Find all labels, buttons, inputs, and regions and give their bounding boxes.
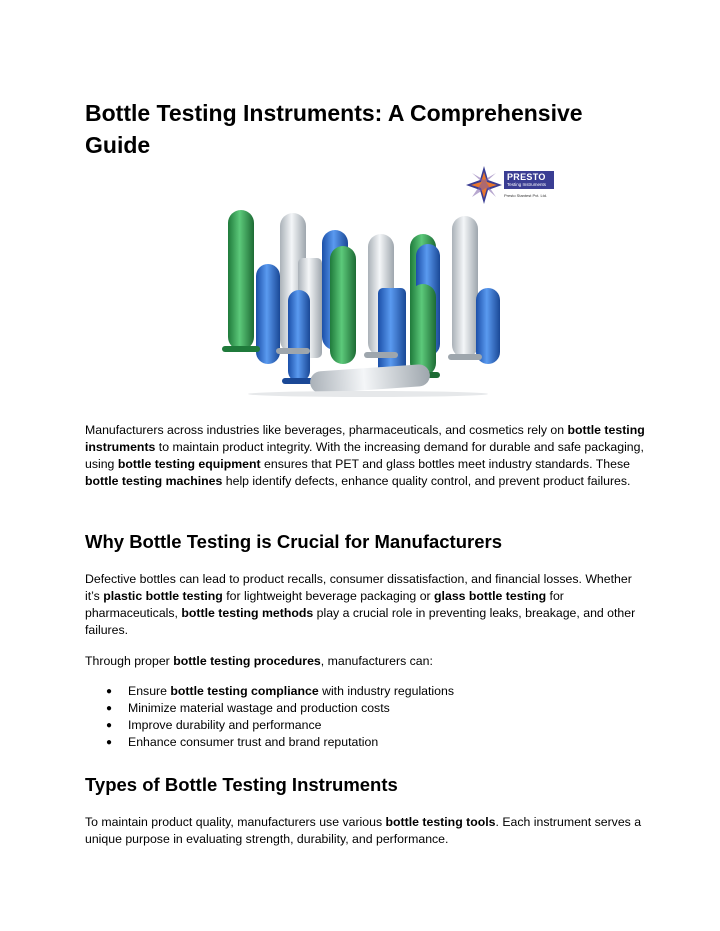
page-title: Bottle Testing Instruments: A Comprehensive Guide bbox=[85, 100, 583, 158]
bold-keyword: bottle testing tools bbox=[385, 815, 496, 829]
text-run: ensures that PET and glass bottles meet industry standards. These bbox=[260, 457, 630, 471]
text-run: for pharmaceuticals, bbox=[85, 589, 564, 620]
procedures-paragraph bbox=[85, 653, 645, 670]
bold-keyword: bottle testing methods bbox=[181, 606, 314, 620]
text-run: Improve durability and performance bbox=[128, 718, 322, 732]
section-heading-why: Why Bottle Testing is Crucial for Manufacturers bbox=[85, 531, 502, 552]
logo-tagline: Testing Instruments bbox=[507, 182, 547, 187]
text-run: play a crucial role in preventing leaks, breakage, and other failures. bbox=[85, 606, 636, 637]
bold-keyword: plastic bottle testing bbox=[103, 589, 223, 603]
logo-brand-name: PRESTO bbox=[507, 172, 546, 182]
intro-paragraph bbox=[85, 422, 645, 490]
bold-keyword: glass bottle testing bbox=[434, 589, 547, 603]
bold-keyword: bottle testing procedures bbox=[173, 654, 321, 668]
bold-keyword: bottle testing compliance bbox=[170, 684, 319, 698]
text-run: To maintain product quality, manufacturers use various bbox=[85, 815, 386, 829]
list-item bbox=[85, 717, 645, 734]
bullet-icon: ● bbox=[106, 686, 113, 697]
bullet-icon: ● bbox=[106, 703, 113, 714]
section-heading-types: Types of Bottle Testing Instruments bbox=[85, 774, 398, 795]
bold-keyword: bottle testing machines bbox=[85, 474, 223, 488]
text-run: Through proper bbox=[85, 654, 174, 668]
bold-keyword: bottle testing equipment bbox=[117, 457, 261, 471]
bottle-preforms-image bbox=[218, 208, 518, 398]
list-item bbox=[85, 700, 645, 717]
logo-company: Presto Stantest Pvt. Ltd. bbox=[504, 193, 548, 198]
why-paragraph bbox=[85, 571, 645, 639]
text-run: Defective bottles can lead to product recalls, consumer dissatisfaction, and financial losses. Whether it’s bbox=[85, 572, 632, 603]
star-logo-icon bbox=[466, 166, 502, 204]
text-run: , manufacturers can: bbox=[320, 654, 433, 668]
text-run: Minimize material wastage and production costs bbox=[128, 701, 390, 715]
text-run: Ensure bbox=[128, 684, 171, 698]
bullet-icon: ● bbox=[106, 720, 113, 731]
text-run: . Each instrument serves a unique purpose in evaluating strength, durability, and performance. bbox=[85, 815, 642, 846]
text-run: Manufacturers across industries like beverages, pharmaceuticals, and cosmetics rely on bbox=[85, 423, 568, 437]
list-item bbox=[85, 683, 645, 700]
types-paragraph bbox=[85, 814, 645, 848]
text-run: for lightweight beverage packaging or bbox=[222, 589, 435, 603]
presto-logo bbox=[466, 166, 556, 204]
text-run: help identify defects, enhance quality control, and prevent product failures. bbox=[222, 474, 631, 488]
text-run: Enhance consumer trust and brand reputation bbox=[128, 735, 379, 749]
bullet-icon: ● bbox=[106, 737, 113, 748]
text-run: with industry regulations bbox=[318, 684, 454, 698]
bold-keyword: bottle testing instruments bbox=[85, 423, 645, 454]
list-item bbox=[85, 734, 645, 751]
logo-brand-box bbox=[504, 171, 554, 189]
text-run: to maintain product integrity. With the increasing demand for durable and safe packaging, using bbox=[85, 440, 644, 471]
benefits-list bbox=[85, 683, 645, 751]
